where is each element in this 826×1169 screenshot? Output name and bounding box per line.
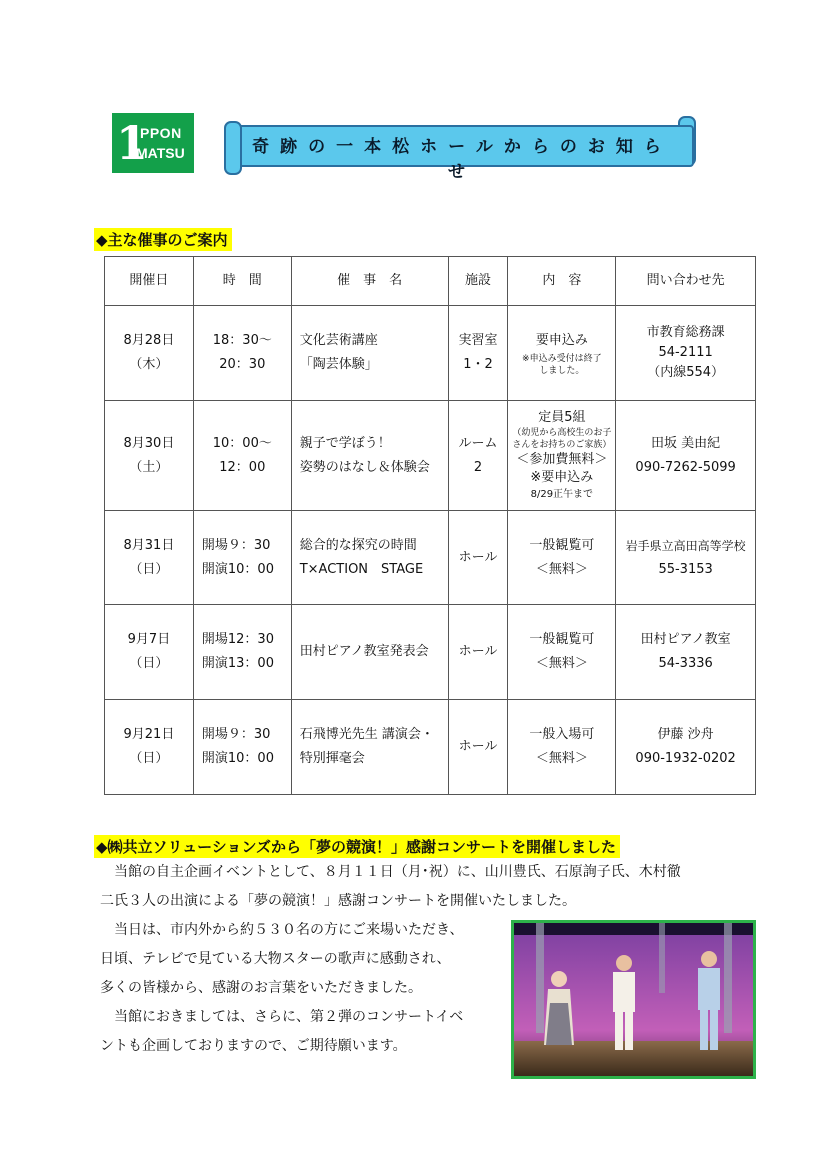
paragraph-line: 当日は、市内外から約５３０名の方にご来場いただき、 (114, 922, 464, 938)
date-cell: 8月31日 （日） (105, 511, 194, 605)
header-date: 開催日 (105, 257, 194, 306)
event-name-cell: 文化芸術講座 「陶芸体験」 (291, 306, 448, 401)
table-row (105, 306, 756, 401)
facility-cell: ホール (448, 700, 508, 795)
scroll-roll-left (224, 121, 242, 175)
paragraph-line: 多くの皆様から、感謝のお言葉をいただきました。 (100, 980, 422, 996)
paragraph-line: 二氏３人の出演による「夢の競演！」感謝コンサートを開催いたしました。 (100, 893, 576, 909)
table-row (105, 700, 756, 795)
facility-cell: 実習室 1・2 (448, 306, 508, 401)
contact-cell: 岩手県立高田高等学校 55-3153 (616, 511, 756, 605)
time-cell: 開場12：30 開演13：00 (193, 605, 291, 700)
paragraph-line: 当館におきましては、さらに、第２弾のコンサートイベ (114, 1009, 464, 1025)
contact-cell: 田坂 美由紀 090-7262-5099 (616, 401, 756, 511)
concert-paragraph-1 (100, 858, 760, 916)
content-cell: 一般入場可 ＜無料＞ (508, 700, 616, 795)
logo-digit: 1 (116, 116, 149, 170)
ippon-matsu-logo (112, 113, 194, 173)
paragraph-line: 日頃、テレビで見ている大物スターの歌声に感動され、 (100, 951, 451, 967)
logo-line2: MATSU (136, 145, 185, 161)
header-content: 内 容 (508, 257, 616, 306)
event-name-cell: 石飛博光先生 講演会・ 特別揮毫会 (291, 700, 448, 795)
date-cell: 8月30日 （土） (105, 401, 194, 511)
logo-line1: PPON (140, 125, 182, 141)
facility-cell: ホール (448, 511, 508, 605)
contact-cell: 伊藤 沙舟 090-1932-0202 (616, 700, 756, 795)
time-cell: 開場９：30 開演10：00 (193, 700, 291, 795)
content-cell: 一般観覧可 ＜無料＞ (508, 605, 616, 700)
table-header-row (105, 257, 756, 306)
time-cell: 開場９：30 開演10：00 (193, 511, 291, 605)
table-row (105, 401, 756, 511)
time-cell: 10：00〜 12：00 (193, 401, 291, 511)
content-cell: 一般観覧可 ＜無料＞ (508, 511, 616, 605)
facility-cell: ホール (448, 605, 508, 700)
header-facility: 施設 (448, 257, 508, 306)
time-cell: 18：30〜 20：30 (193, 306, 291, 401)
date-cell: 8月28日 （木） (105, 306, 194, 401)
events-heading: ◆主な催事のご案内 (94, 228, 232, 251)
event-name-cell: 田村ピアノ教室発表会 (291, 605, 448, 700)
banner-title: 奇跡の一本松ホールからのお知らせ (252, 137, 672, 182)
event-name-cell: 総合的な探究の時間 T×ACTION STAGE (291, 511, 448, 605)
contact-cell: 田村ピアノ教室 54-3336 (616, 605, 756, 700)
header-contact: 問い合わせ先 (616, 257, 756, 306)
concert-photo (511, 920, 756, 1079)
header-event-name: 催 事 名 (291, 257, 448, 306)
paragraph-line: ントも企画しておりますので、ご期待願います。 (100, 1038, 407, 1054)
date-cell: 9月21日 （日） (105, 700, 194, 795)
event-name-cell: 親子で学ぼう！ 姿勢のはなし＆体験会 (291, 401, 448, 511)
events-table (104, 256, 756, 795)
date-cell: 9月7日 （日） (105, 605, 194, 700)
concert-heading: ◆㈱共立ソリューションズから「夢の競演！」感謝コンサートを開催しました (94, 835, 620, 858)
table-row (105, 511, 756, 605)
contact-cell: 市教育総務課 54-2111 （内線554） (616, 306, 756, 401)
content-cell: 定員5組 （幼児から高校生のお子さんをお持ちのご家族） ＜参加費無料＞ ※要申込み 8/29正午まで (508, 401, 616, 511)
header-time: 時 間 (193, 257, 291, 306)
table-row (105, 605, 756, 700)
paragraph-line: 当館の自主企画イベントとして、８月１１日（月･祝）に、山川豊氏、石原詢子氏、木村徹 (114, 864, 681, 880)
concert-paragraph-2 (100, 916, 510, 1061)
notice-banner (222, 116, 698, 182)
concert-stage-illustration (514, 923, 753, 1076)
facility-cell: ルーム 2 (448, 401, 508, 511)
content-cell: 要申込み ※申込み受付は終了 しました。 (508, 306, 616, 401)
